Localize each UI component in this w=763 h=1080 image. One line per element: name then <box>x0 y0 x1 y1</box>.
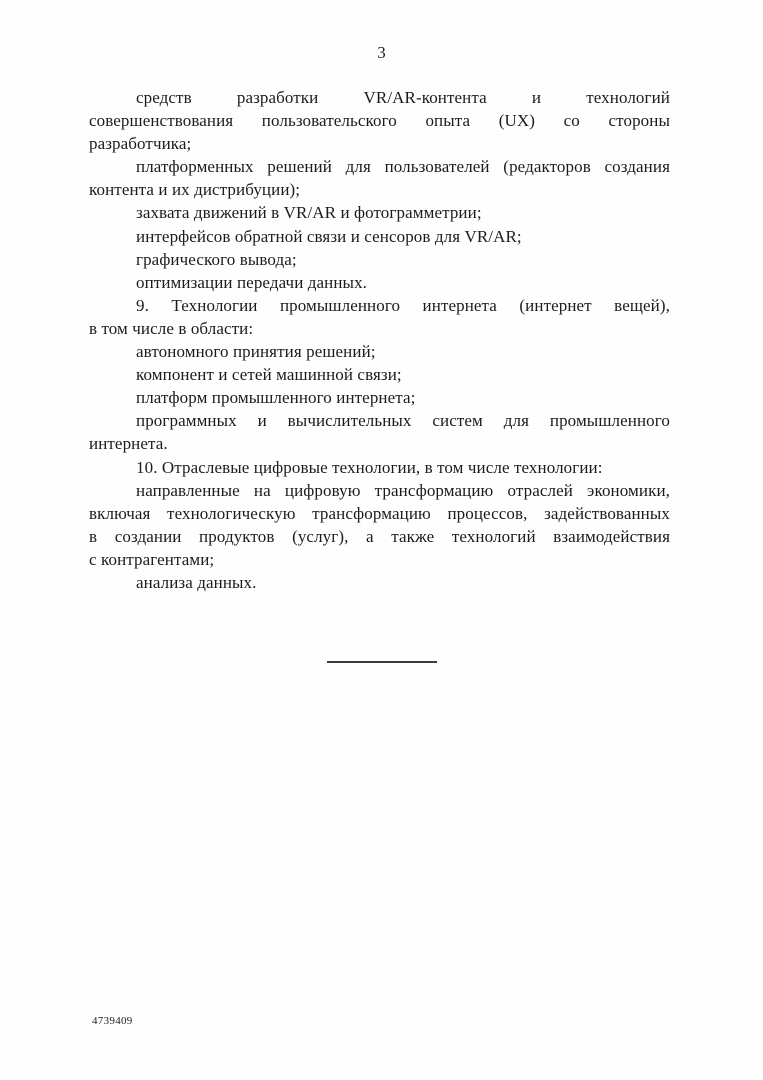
text-line: компонент и сетей машинной связи; <box>136 365 402 385</box>
document-body <box>89 86 670 594</box>
text-line: интерфейсов обратной связи и сенсоров для VR/AR; <box>136 226 522 246</box>
text-line: захвата движений в VR/AR и фотограмметрии; <box>136 203 482 223</box>
section-divider <box>327 661 437 663</box>
text-line: включая технологическую трансформацию процессов, задействованных <box>89 503 670 523</box>
text-line: графического вывода; <box>136 249 297 269</box>
text-line: платформенных решений для пользователей (редакторов создания <box>136 157 670 177</box>
page-number: 3 <box>377 43 386 62</box>
text-line: 10. Отраслевые цифровые технологии, в том числе технологии: <box>136 457 603 477</box>
text-line: совершенствования пользовательского опыта (UX) со стороны <box>89 111 670 131</box>
text-line: контента и их дистрибуции); <box>89 180 301 200</box>
text-line: разработчика; <box>89 134 192 154</box>
text-line: в том числе в области: <box>89 318 254 338</box>
text-line: интернета. <box>89 434 168 454</box>
text-line: автономного принятия решений; <box>136 342 376 362</box>
text-line: анализа данных. <box>136 572 257 592</box>
text-line: программных и вычислительных систем для промышленного <box>136 411 670 431</box>
text-line: направленные на цифровую трансформацию отраслей экономики, <box>136 480 670 500</box>
text-line: 9. Технологии промышленного интернета (интернет вещей), <box>136 295 670 315</box>
text-line: платформ промышленного интернета; <box>136 388 416 408</box>
text-line: в создании продуктов (услуг), а также технологий взаимодействия <box>89 526 670 546</box>
text-line: с контрагентами; <box>89 549 215 569</box>
text-line: оптимизации передачи данных. <box>136 272 368 292</box>
footer-code: 4739409 <box>92 1015 133 1027</box>
text-line: средств разработки VR/AR-контента и технологий <box>136 88 670 107</box>
